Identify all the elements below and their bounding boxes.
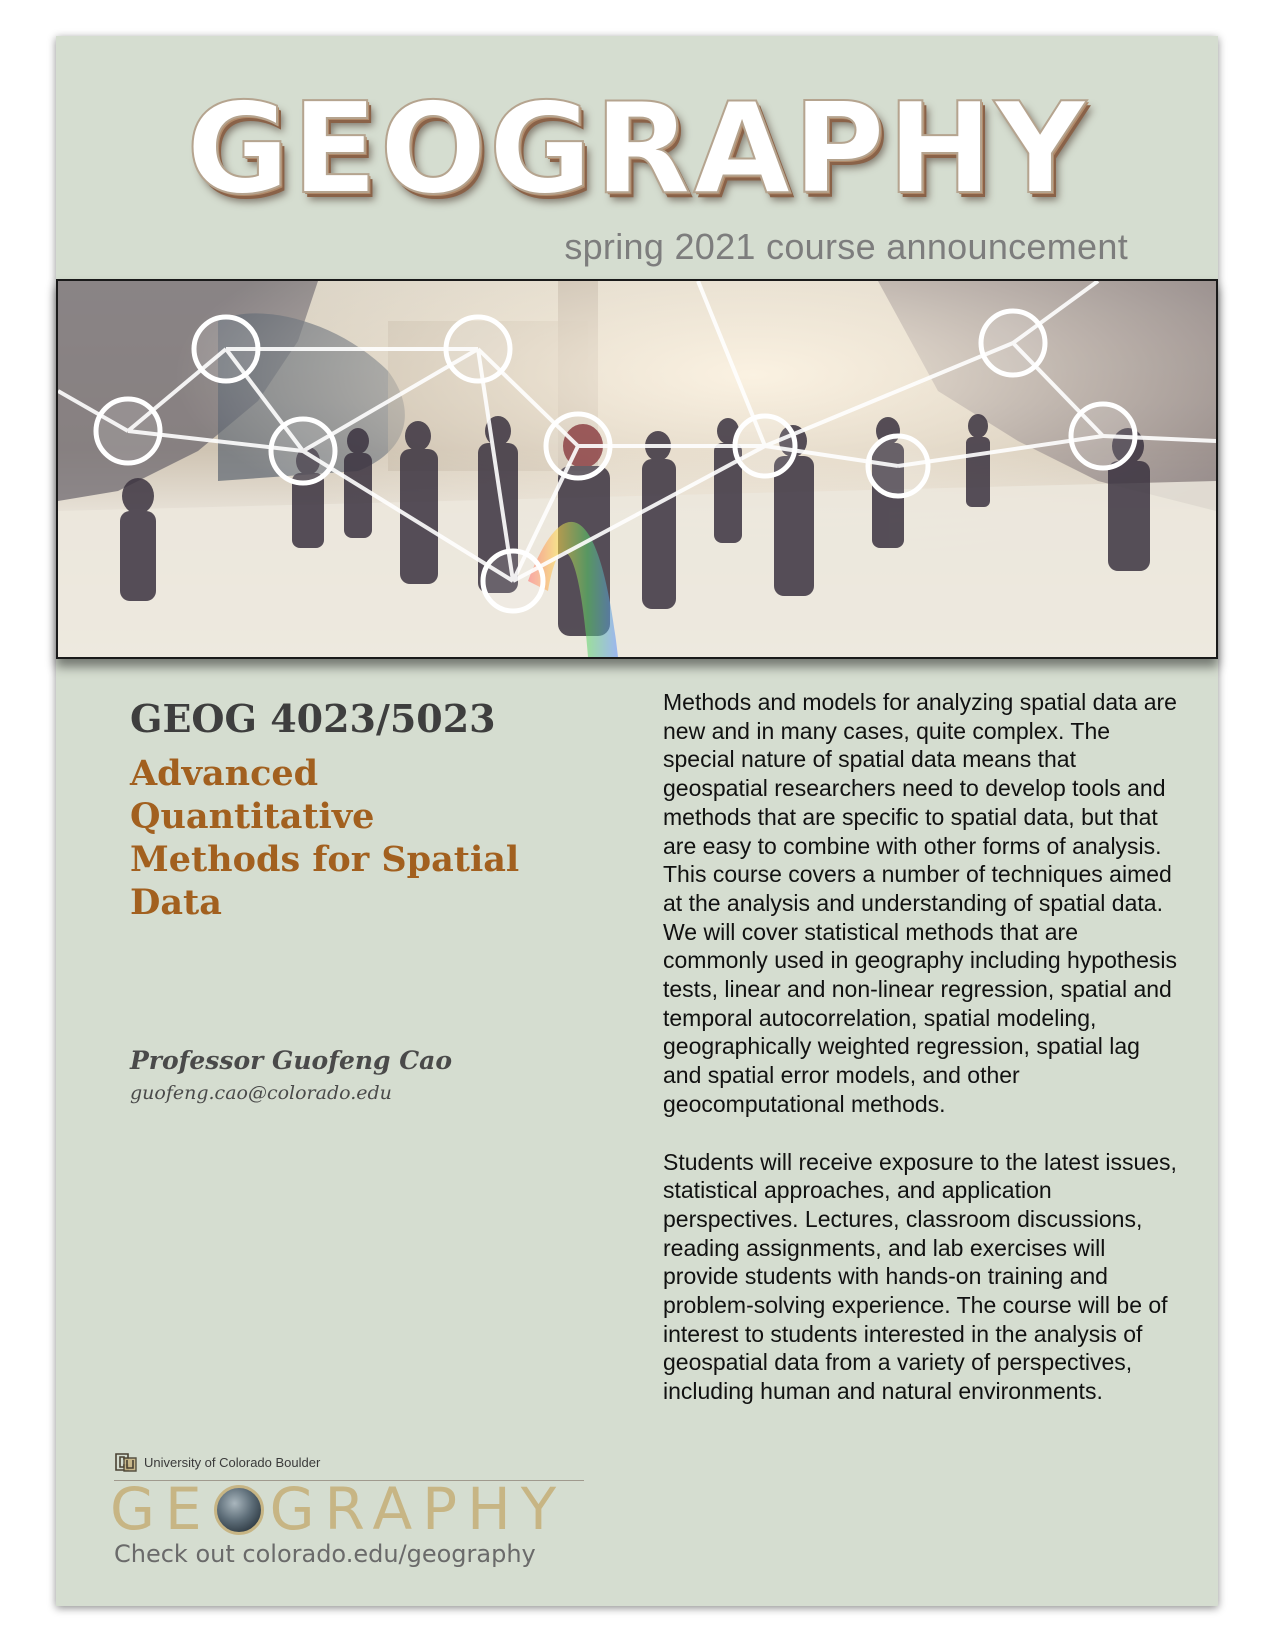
description-paragraph-2: Students will receive exposure to the latest issues, statistical approaches, and application perspectives. Lectures, classroom discussions, reading assignments, and lab exercises will provide students with hands-on training and problem-solving experience. The course will be of interest to students interested in the analysis of geospatial data from a variety of perspectives, including human and natural environments. (663, 1148, 1177, 1405)
instructor-name: Professor Guofeng Cao (130, 1046, 452, 1075)
description-paragraph-1: Methods and models for analyzing spatial data are new and in many cases, quite complex. The special nature of spatial data means that geospatial researchers need to develop tools and methods that are specific to spatial data, but that are easy to combine with other forms of analysis. This course covers a number of techniques aimed at the analysis and understanding of spatial data. We will cover statistical methods that are commonly used in geography including hypothesis tests, linear and non-linear regression, spatial and temporal autocorrelation, spatial modeling, geographically weighted regression, spatial lag and spatial error models, and other geocomputational methods. (663, 689, 1177, 1117)
cu-monogram-icon (114, 1452, 138, 1474)
globe-icon (214, 1485, 264, 1535)
course-title: Advanced Quantitative Methods for Spatial Data (130, 753, 520, 923)
crowd-network-photo (56, 279, 1218, 659)
university-name: University of Colorado Boulder (144, 1455, 321, 1470)
banner-title: GEOGRAPHY (186, 75, 1088, 222)
instructor-email[interactable]: guofeng.cao@colorado.edu (130, 1082, 392, 1104)
flyer-page (56, 36, 1218, 1606)
department-logo (110, 1452, 594, 1568)
course-code: GEOG 4023/5023 (130, 696, 496, 741)
website-link[interactable]: Check out colorado.edu/geography (114, 1540, 536, 1568)
geography-wordmark (110, 1475, 567, 1543)
wordmark-part-1: GE (110, 1475, 212, 1543)
banner-subtitle: spring 2021 course announcement (564, 226, 1128, 267)
course-description (663, 688, 1183, 1435)
wordmark-part-2: GRAPHY (269, 1475, 567, 1543)
